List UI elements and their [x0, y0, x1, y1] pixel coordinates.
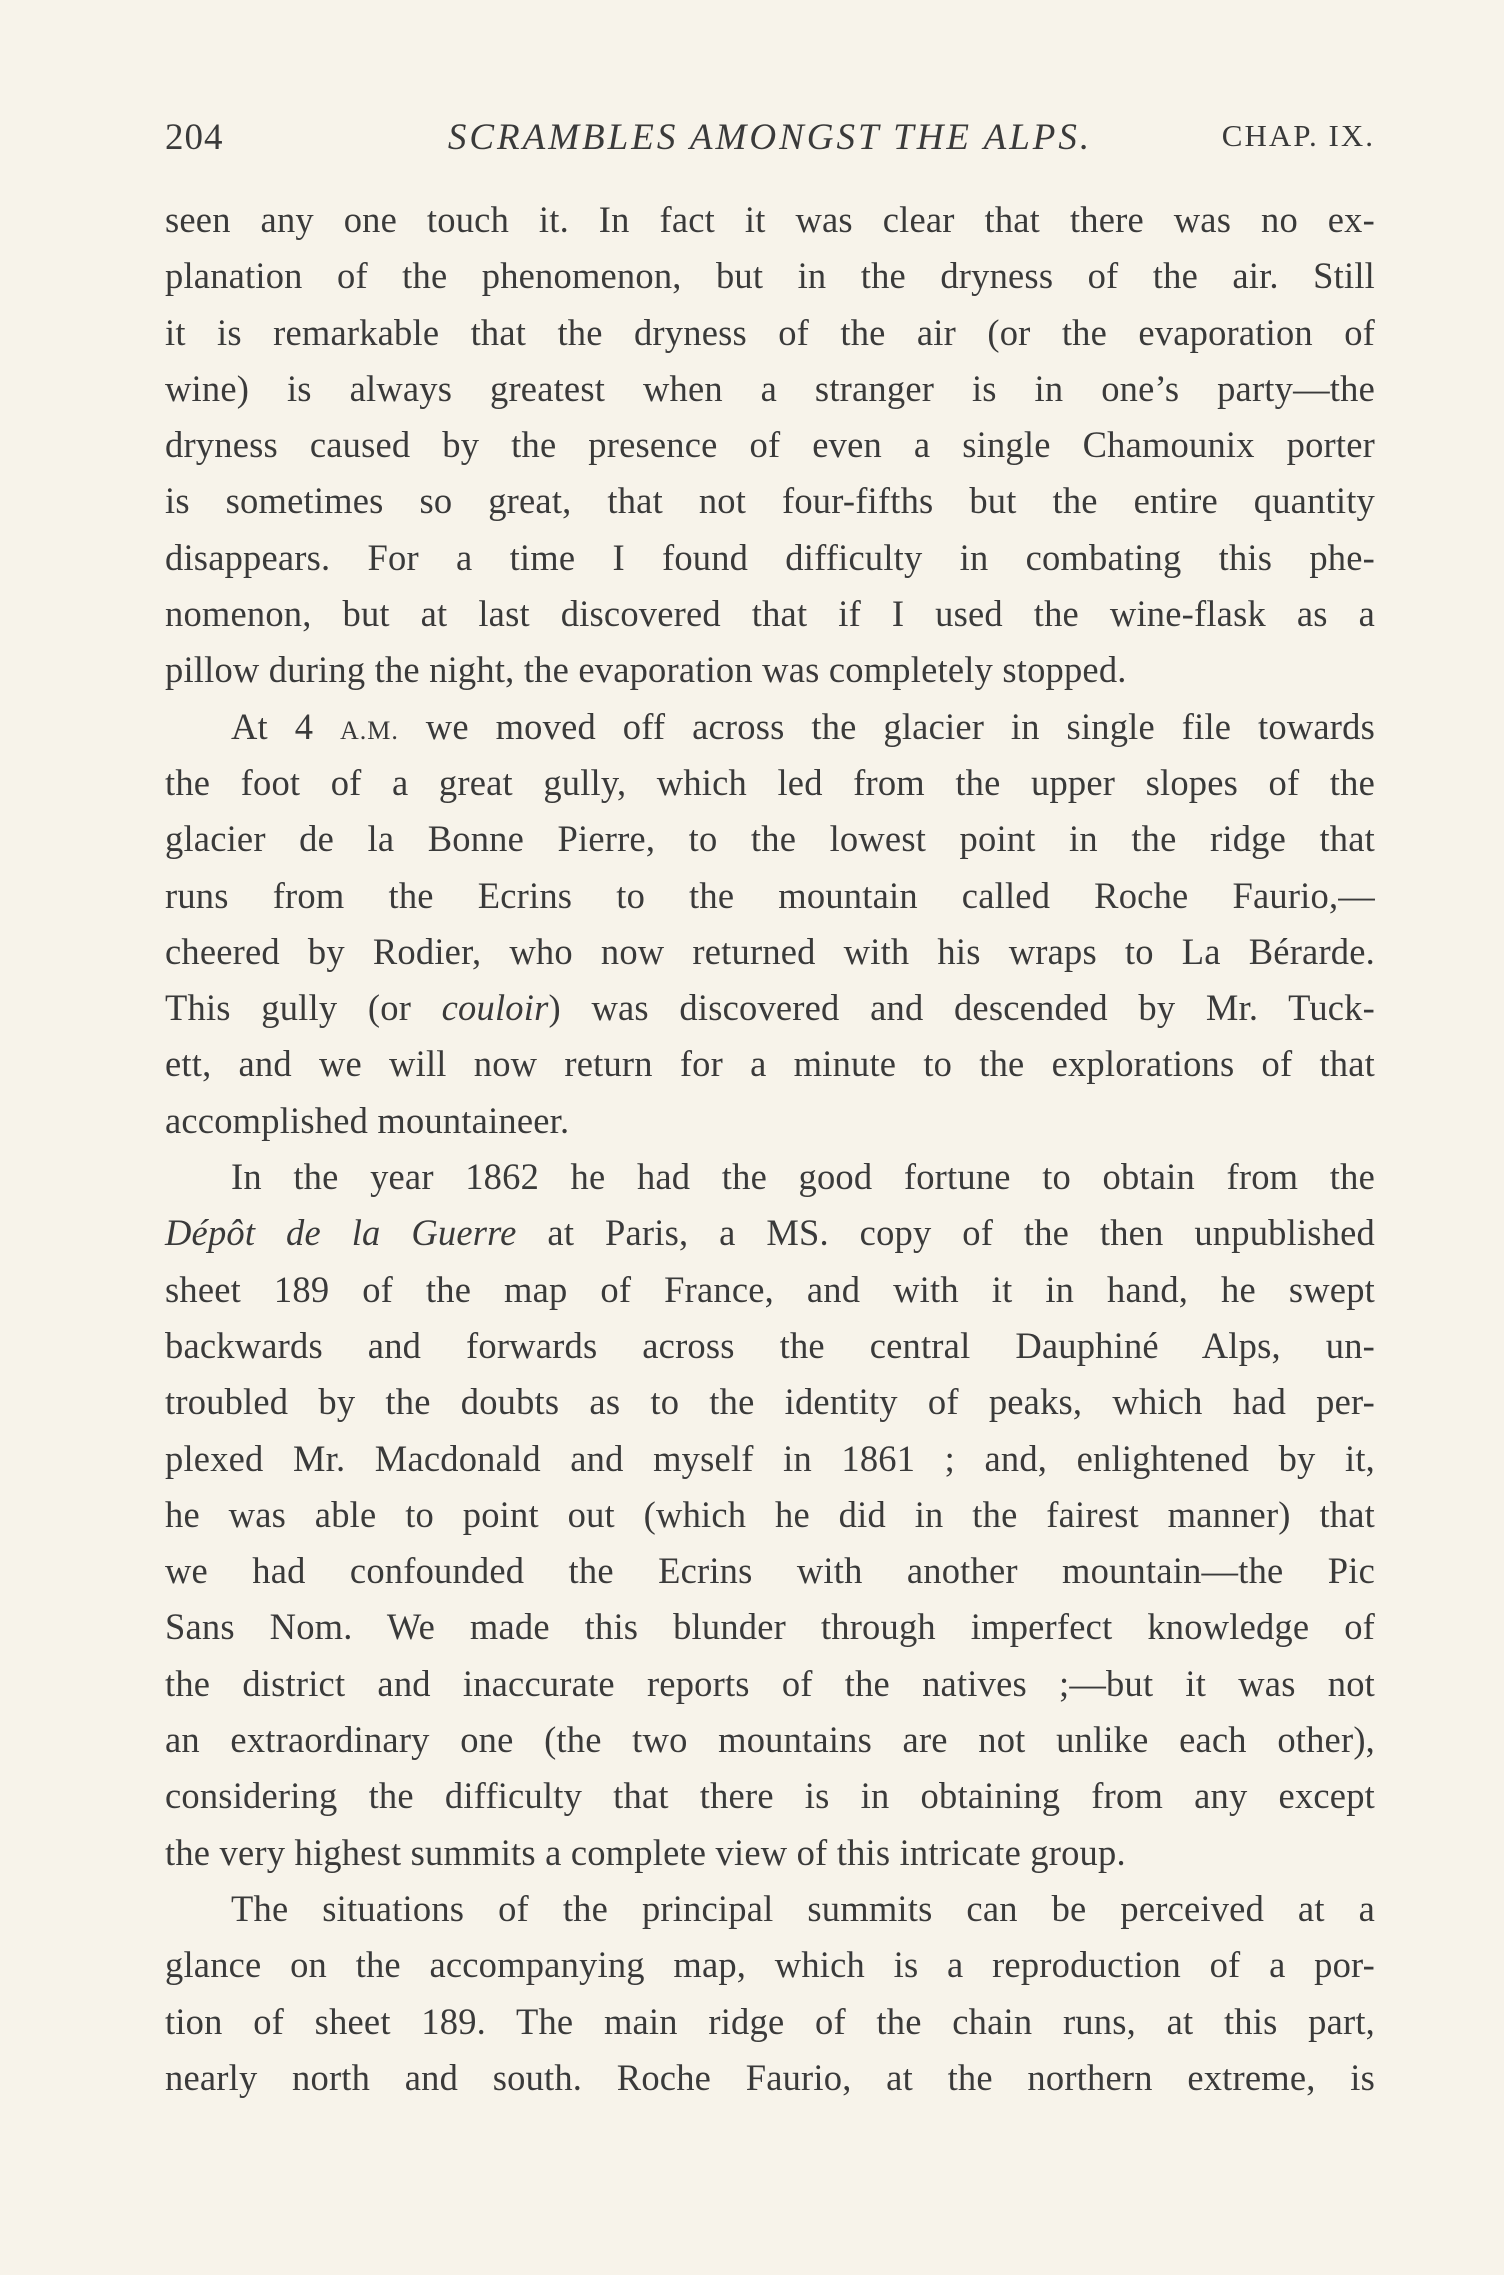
text-segment: dryness caused by the presence of even a single Chamounix porter [165, 424, 1375, 466]
body-text [165, 192, 1375, 2106]
text-line [165, 417, 1375, 473]
text-line [165, 1937, 1375, 1993]
text-line [165, 1149, 1375, 1205]
text-line [165, 1881, 1375, 1937]
text-segment: This gully (or [165, 987, 442, 1029]
text-segment: backwards and forwards across the central Dauphiné Alps, un- [165, 1324, 1375, 1366]
page-number: 204 [165, 117, 224, 158]
text-line [165, 1712, 1375, 1768]
text-line [165, 361, 1375, 417]
chapter-label: CHAP. IX. [1221, 118, 1375, 153]
text-segment: nomenon, but at last discovered that if I used the wine-flask as a [165, 593, 1375, 635]
text-segment: is sometimes so great, that not four-fifths but the entire quantity [165, 480, 1375, 522]
text-line [165, 1036, 1375, 1092]
text-line [165, 1262, 1375, 1318]
text-segment: considering the difficulty that there is in obtaining from any except [165, 1775, 1375, 1817]
text-line [165, 1431, 1375, 1487]
text-line [165, 1994, 1375, 2050]
text-segment: he was able to point out (which he did in the fairest manner) that [165, 1493, 1375, 1535]
text-line [165, 248, 1375, 304]
text-segment: seen any one touch it. In fact it was clear that there was no ex- [165, 199, 1375, 240]
text-segment: it is remarkable that the dryness of the air (or the evaporation of [165, 311, 1375, 353]
text-segment: we had confounded the Ecrins with another mountain—the Pic [165, 1550, 1375, 1592]
text-segment: planation of the phenomenon, but in the dryness of the air. Still [165, 255, 1375, 297]
text-segment: Sans Nom. We made this blunder through imperfect knowledge of [165, 1606, 1375, 1648]
text-segment: the foot of a great gully, which led from the upper slopes of the [165, 761, 1375, 803]
italic-text: couloir [441, 987, 549, 1029]
text-line [165, 2050, 1375, 2106]
text-segment: the very highest summits a complete view of this intricate group. [165, 1831, 1126, 1873]
text-line [165, 1318, 1375, 1374]
text-segment: tion of sheet 189. The main ridge of the chain runs, at this part, [165, 2000, 1375, 2042]
text-segment: At 4 [231, 705, 341, 747]
text-line [165, 192, 1375, 248]
text-segment: at Paris, a MS. copy of the then unpublished [516, 1212, 1375, 1254]
small-caps-text: A.M. [340, 715, 399, 745]
text-segment: nearly north and south. Roche Faurio, at the northern extreme, is [165, 2056, 1375, 2098]
text-line [165, 1487, 1375, 1543]
text-segment: The situations of the principal summits can be perceived at a [231, 1887, 1375, 1929]
italic-text: Dépôt de la Guerre [165, 1212, 517, 1254]
text-segment: accomplished mountaineer. [165, 1099, 570, 1141]
text-line [165, 1656, 1375, 1712]
text-segment: In the year 1862 he had the good fortune to obtain from the [231, 1156, 1375, 1198]
text-line [165, 305, 1375, 361]
text-segment: glacier de la Bonne Pierre, to the lowest point in the ridge that [165, 818, 1375, 860]
text-segment: troubled by the doubts as to the identity of peaks, which had per- [165, 1381, 1375, 1423]
text-line [165, 642, 1375, 698]
text-segment: plexed Mr. Macdonald and myself in 1861 ; and, enlightened by it, [165, 1437, 1375, 1479]
text-line [165, 530, 1375, 586]
text-line [165, 473, 1375, 529]
running-title: SCRAMBLES AMONGST THE ALPS. [447, 117, 1093, 158]
text-segment: runs from the Ecrins to the mountain called Roche Faurio,— [165, 874, 1375, 916]
text-line [165, 980, 1375, 1036]
text-line [165, 924, 1375, 980]
text-line [165, 1205, 1375, 1261]
text-line [165, 1093, 1375, 1149]
text-segment: the district and inaccurate reports of the natives ;—but it was not [165, 1662, 1375, 1704]
text-segment: sheet 189 of the map of France, and with it in hand, he swept [165, 1268, 1375, 1310]
text-line [165, 586, 1375, 642]
text-line [165, 868, 1375, 924]
text-line [165, 699, 1375, 755]
text-line [165, 755, 1375, 811]
text-line [165, 1599, 1375, 1655]
text-segment: disappears. For a time I found difficulty in combating this phe- [165, 536, 1375, 578]
text-segment: cheered by Rodier, who now returned with his wraps to La Bérarde. [165, 930, 1375, 972]
text-line [165, 811, 1375, 867]
text-segment: an extraordinary one (the two mountains are not unlike each other), [165, 1719, 1375, 1761]
text-segment: wine) is always greatest when a stranger is in one’s party—the [165, 367, 1375, 409]
text-line [165, 1768, 1375, 1824]
text-segment: pillow during the night, the evaporation was completely stopped. [165, 649, 1127, 691]
text-line [165, 1374, 1375, 1430]
text-segment: ett, and we will now return for a minute to the explorations of that [165, 1043, 1375, 1085]
text-segment: ) was discovered and descended by Mr. Tuck- [548, 987, 1375, 1029]
text-line [165, 1543, 1375, 1599]
text-segment: we moved off across the glacier in single file towards [398, 705, 1375, 747]
text-line [165, 1825, 1375, 1881]
text-segment: glance on the accompanying map, which is a reproduction of a por- [165, 1944, 1375, 1986]
running-header [165, 116, 1375, 166]
